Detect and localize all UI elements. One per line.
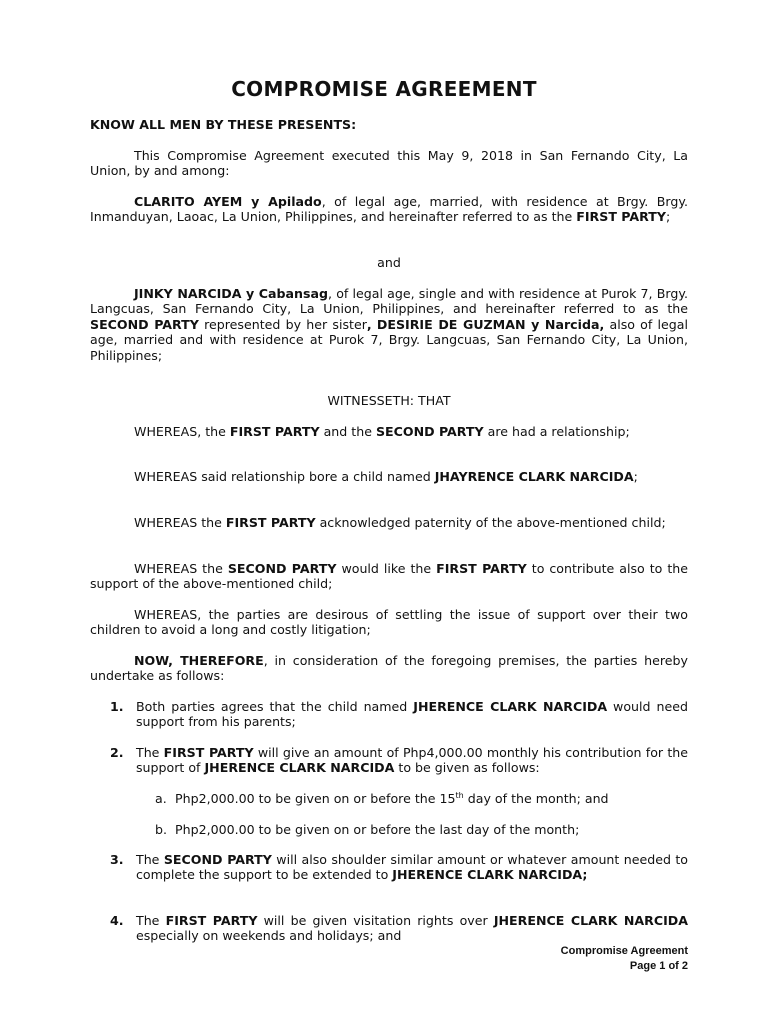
page-footer [561,944,688,974]
footer-page-number: Page 1 of 2 [629,960,688,972]
second-party-name: JINKY NARCIDA y Cabansag [134,286,329,301]
whereas-clause-1: WHEREAS, the FIRST PARTY and the SECOND PARTY are had a relationship; [134,424,630,439]
list-item-1: 1. Both parties agrees that the child named JHERENCE CLARK NARCIDA would need support from his parents; [110,699,688,730]
list-number: 3. [110,852,124,867]
list-item-3: 3. The SECOND PARTY will also shoulder similar amount or whatever amount needed to complete the support to be extended to JHERENCE CLARK NARCIDA; [110,852,688,883]
whereas-clause-2: WHEREAS said relationship bore a child named JHAYRENCE CLARK NARCIDA; [134,469,638,484]
whereas-clause-3: WHEREAS the FIRST PARTY acknowledged paternity of the above-mentioned child; [134,515,666,530]
now-therefore-paragraph: NOW, THEREFORE, in consideration of the foregoing premises, the parties hereby undertake as follows: [90,653,688,684]
first-party-name: CLARITO AYEM y Apilado [134,194,322,209]
opening-line: KNOW ALL MEN BY THESE PRESENTS: [90,117,357,132]
list-number: 2. [110,745,124,760]
whereas-clause-5: WHEREAS, the parties are desirous of settling the issue of support over their two children to avoid a long and costly litigation; [90,607,688,638]
list-item-4: 4. The FIRST PARTY will be given visitation rights over JHERENCE CLARK NARCIDA especially on weekends and holidays; and [110,913,688,944]
whereas-clause-4: WHEREAS the SECOND PARTY would like the FIRST PARTY to contribute also to the support of the above-mentioned child; [90,561,688,592]
list-number: 4. [110,913,124,928]
sub-item-b: b. Php2,000.00 to be given on or before the last day of the month; [155,822,580,837]
footer-document-name: Compromise Agreement [560,945,688,957]
second-party-paragraph: JINKY NARCIDA y Cabansag, of legal age, single and with residence at Purok 7, Brgy. Langcuas, San Fernando City, La Union, Philippines, and hereinafter referred to as the SECOND PARTY represented by her sister, DESIRIE DE GUZMAN y Narcida, also of legal age, married and with residence at Purok 7, Brgy. Langcuas, San Fernando City, La Union, Philippines; [90,286,688,363]
list-item-2: 2. The FIRST PARTY will give an amount of Php4,000.00 monthly his contribution for the support of JHERENCE CLARK NARCIDA to be given as follows: [110,745,688,776]
document-title: COMPROMISE AGREEMENT [231,77,537,101]
first-party-label: FIRST PARTY [576,209,666,225]
representative-name: DESIRIE DE GUZMAN y Narcida, [376,316,605,332]
intro-paragraph: This Compromise Agreement executed this May 9, 2018 in San Fernando City, La Union, by and among: [90,148,688,179]
list-number: 1. [110,699,124,714]
first-party-paragraph: CLARITO AYEM y Apilado, of legal age, married, with residence at Brgy. Brgy. Inmanduyan, Laoac, La Union, Philippines, and hereinafter referred to as the FIRST PARTY; [90,194,688,225]
and-separator: and [377,255,401,270]
second-party-label: SECOND PARTY [90,316,199,332]
sub-item-a: a. Php2,000.00 to be given on or before the 15th day of the month; and [155,791,609,806]
witnesseth-heading: WITNESSETH: THAT [327,393,451,408]
